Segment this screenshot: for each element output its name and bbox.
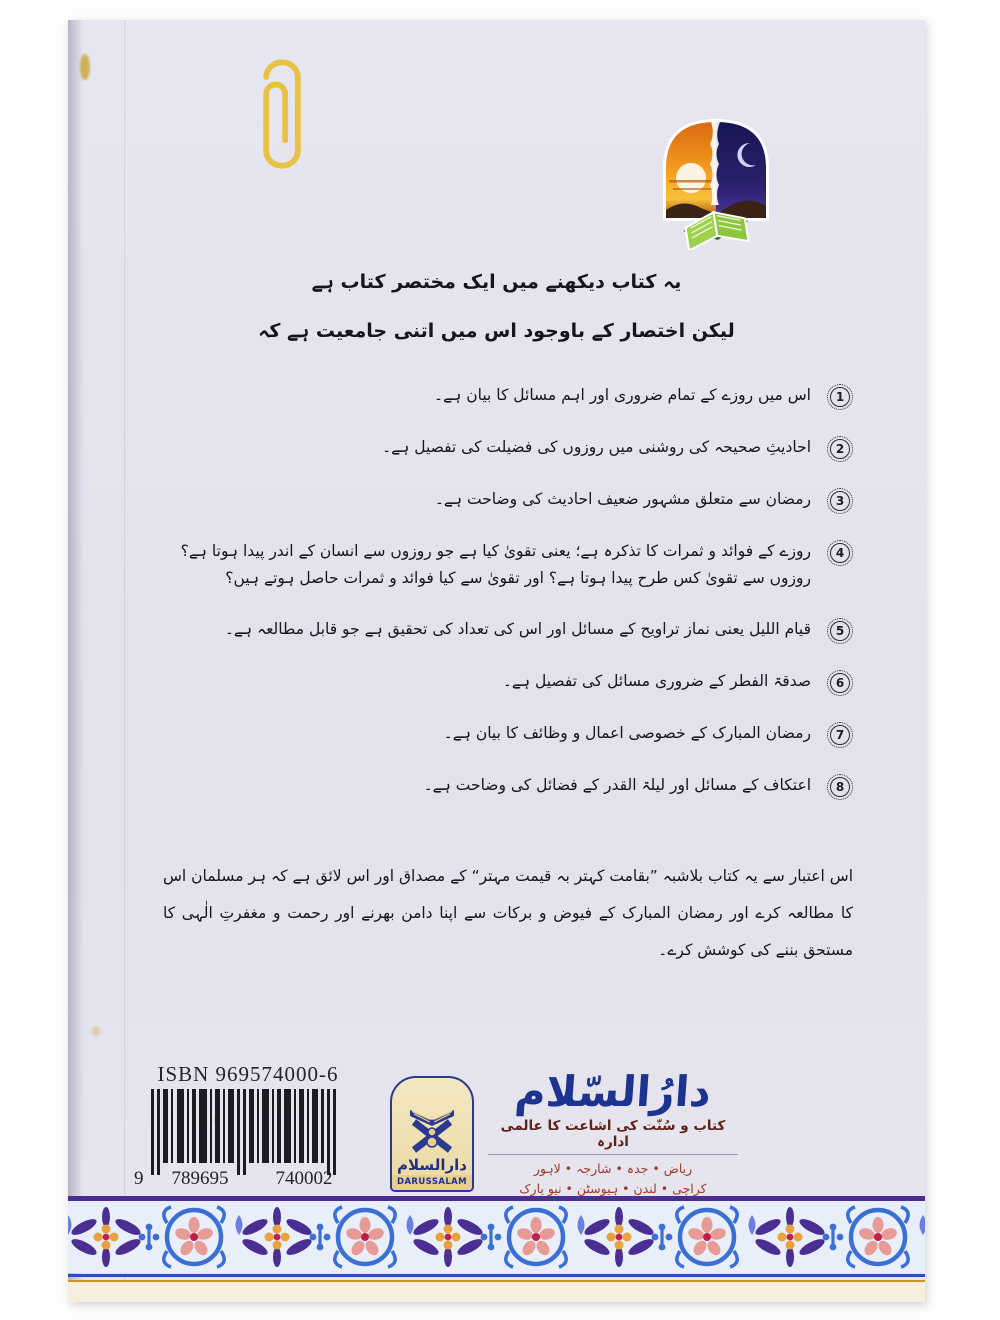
item-number-badge: 1 xyxy=(827,384,853,410)
cover-illustration xyxy=(653,110,779,254)
quran-on-stand-icon xyxy=(404,1104,460,1156)
paperclip-icon xyxy=(256,56,308,176)
border-blue-line xyxy=(68,1274,925,1277)
item-text: قیام اللیل یعنی نماز تراویح کے مسائل اور اس کی تعداد کی تحقیق ہے جو قابل مطالعہ ہے۔ xyxy=(224,620,811,639)
item-number-badge: 8 xyxy=(827,774,853,800)
logo-arabic-text: دارالسلام xyxy=(397,1156,467,1174)
border-cream-strip xyxy=(68,1282,925,1302)
item-number-badge: 3 xyxy=(827,488,853,514)
list-item xyxy=(178,434,853,462)
item-text: اس میں روزے کے تمام ضروری اور اہم مسائل کا بیان ہے۔ xyxy=(434,386,811,404)
publisher-block xyxy=(488,1068,738,1198)
publisher-cities xyxy=(488,1159,738,1198)
list-item xyxy=(178,720,853,748)
isbn-label: ISBN 969574000-6 xyxy=(157,1062,339,1086)
heading-line-2: لیکن اختصار کے باوجود اس میں اتنی جامعیت ہے کہ xyxy=(258,320,735,343)
border-floral-pattern xyxy=(68,1201,925,1273)
cities-line-2: کراچی • لندن • ہیوسٹن • نیو یارک xyxy=(519,1180,707,1196)
item-text: رمضان المبارک کے خصوصی اعمال و وظائف کا بیان ہے۔ xyxy=(443,724,811,743)
item-number-badge: 2 xyxy=(827,436,853,462)
item-text: رمضان سے متعلق مشہور ضعیف احادیث کی وضاحت ہے۔ xyxy=(434,490,811,508)
stain-mark xyxy=(80,54,90,80)
cover-heading xyxy=(68,258,925,357)
logo-latin-text: DARUSSALAM xyxy=(392,1175,472,1190)
list-item xyxy=(178,668,853,696)
book-spine-shadow xyxy=(68,20,84,1302)
closing-paragraph: اس اعتبار سے یہ کتاب بلاشبہ ”بقامت کہتر بہ قیمت مہتر“ کے مصداق اور اس لائق ہے کہ ہر مسلمان اس کا مطالعہ کرے اور رمضان المبارک کے فیوض و برکات سے اپنا دامن بھرنے اور رحمت و مغفرتِ الٰہی کا مستحق بننے کی کوشش کرے۔ xyxy=(163,867,853,960)
list-item xyxy=(178,486,853,514)
barcode-digits xyxy=(134,1168,362,1190)
item-text: روزے کے فوائد و ثمرات کا تذکرہ ہے؛ یعنی تقویٰ کیا ہے جو روزوں سے انسان کے اندر پیدا ہوتا ہے؟ روزوں سے تقویٰ کس طرح پیدا ہوتا ہے؟ اور تقویٰ سے کیا فوائد و ثمرات حاصل ہوتے ہیں؟ xyxy=(180,542,811,588)
item-text: احادیثِ صحیحہ کی روشنی میں روزوں کی فضیلت کی تفصیل ہے۔ xyxy=(382,438,811,456)
list-item xyxy=(178,616,853,644)
item-text: صدقۃ الفطر کے ضروری مسائل کی تفصیل ہے۔ xyxy=(502,672,811,691)
stain-mark xyxy=(92,1026,100,1036)
list-item xyxy=(178,538,853,592)
item-number-badge: 6 xyxy=(827,670,853,696)
cities-line-1: ریاض • جدہ • شارجہ • لاہور xyxy=(533,1161,693,1177)
item-number-badge: 4 xyxy=(827,540,853,566)
decorative-border xyxy=(68,1196,925,1302)
isbn-block xyxy=(134,1062,362,1190)
list-item xyxy=(178,382,853,410)
darussalam-logo xyxy=(390,1076,474,1192)
item-text: اعتکاف کے مسائل اور لیلۃ القدر کے فضائل کی وضاحت ہے۔ xyxy=(423,776,811,795)
barcode-digit-group1: 789695 xyxy=(171,1168,229,1189)
publisher-name-calligraphy: دارُالسّلام xyxy=(513,1067,713,1116)
barcode-digit-group2: 740002 xyxy=(275,1168,333,1189)
barcode-digit-left: 9 xyxy=(134,1168,144,1189)
publisher-tagline: کتاب و سُنّت کی اشاعت کا عالمی ادارہ xyxy=(488,1118,738,1155)
item-number-badge: 7 xyxy=(827,722,853,748)
feature-list xyxy=(178,382,853,824)
book-back-cover xyxy=(68,20,925,1302)
list-item xyxy=(178,772,853,800)
heading-line-1: یہ کتاب دیکھنے میں ایک مختصر کتاب ہے xyxy=(311,271,682,293)
book-crease-line xyxy=(124,20,127,1302)
item-number-badge: 5 xyxy=(827,618,853,644)
